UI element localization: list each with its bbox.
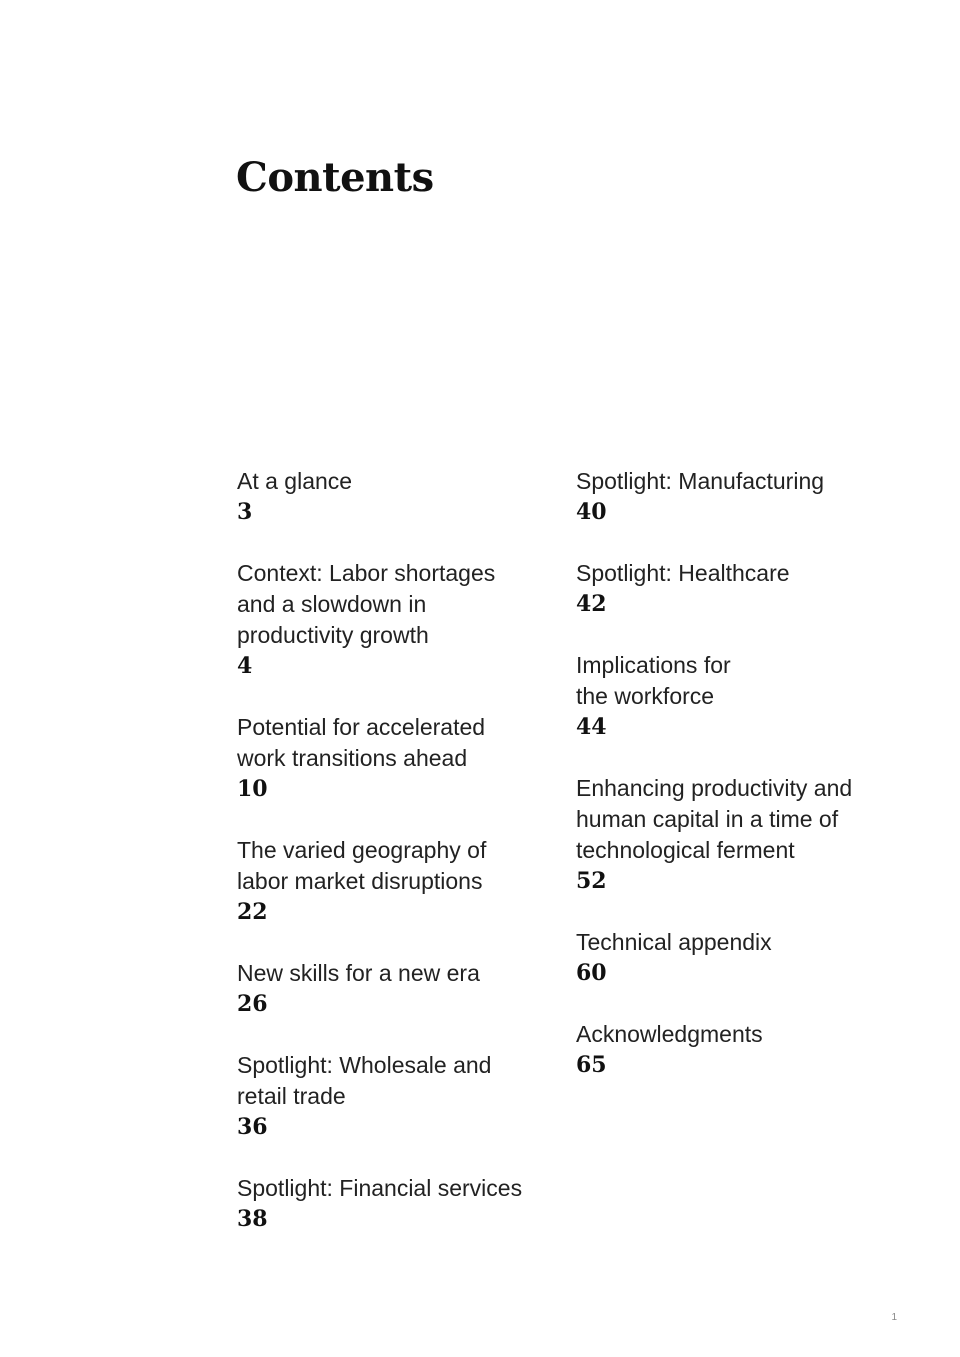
toc-entry-page: 10 xyxy=(237,776,268,802)
toc-entry-page: 26 xyxy=(237,991,268,1017)
toc-entry-page: 60 xyxy=(576,960,607,986)
toc-entry-page: 22 xyxy=(237,899,268,925)
toc-entry-wholesale-retail[interactable] xyxy=(237,1050,557,1143)
toc-entry-page: 44 xyxy=(576,714,607,740)
toc-entry-financial-services[interactable] xyxy=(237,1173,557,1235)
toc-entry-title: Acknowledgments xyxy=(576,1021,763,1047)
toc-entry-at-a-glance[interactable] xyxy=(237,466,557,528)
toc-left-column xyxy=(237,466,557,1265)
toc-right-column xyxy=(576,466,896,1111)
toc-entry-work-transitions[interactable] xyxy=(237,712,557,805)
toc-entry-title: Implications for the workforce xyxy=(576,652,731,709)
toc-entry-title: Spotlight: Financial services xyxy=(237,1175,523,1201)
footer-page-number: 1 xyxy=(891,1312,897,1323)
toc-entry-implications[interactable] xyxy=(576,650,896,743)
toc-entry-technical-appendix[interactable] xyxy=(576,927,896,989)
toc-entry-page: 4 xyxy=(237,653,253,679)
toc-entry-new-skills[interactable] xyxy=(237,958,557,1020)
toc-entry-page: 36 xyxy=(237,1114,268,1140)
toc-entry-title: New skills for a new era xyxy=(237,960,480,986)
toc-entry-healthcare[interactable] xyxy=(576,558,896,620)
toc-entry-manufacturing[interactable] xyxy=(576,466,896,528)
toc-entry-title: Spotlight: Wholesale and retail trade xyxy=(237,1052,492,1109)
toc-entry-page: 40 xyxy=(576,499,607,525)
toc-entry-enhancing-productivity[interactable] xyxy=(576,773,896,897)
toc-entry-page: 38 xyxy=(237,1206,268,1232)
toc-entry-title: Spotlight: Manufacturing xyxy=(576,468,825,494)
toc-entry-title: Spotlight: Healthcare xyxy=(576,560,790,586)
toc-entry-context[interactable] xyxy=(237,558,557,682)
toc-entry-title: Potential for accelerated work transitions ahead xyxy=(237,714,486,771)
toc-entry-title: At a glance xyxy=(237,468,353,494)
toc-entry-page: 65 xyxy=(576,1052,607,1078)
toc-entry-page: 3 xyxy=(237,499,253,525)
toc-entry-acknowledgments[interactable] xyxy=(576,1019,896,1081)
toc-entry-page: 42 xyxy=(576,591,607,617)
page-title: Contents xyxy=(236,154,434,201)
toc-entry-title: Enhancing productivity and human capital in a time of technological ferment xyxy=(576,775,853,863)
toc-entry-geography[interactable] xyxy=(237,835,557,928)
toc-entry-title: The varied geography of labor market disruptions xyxy=(237,837,487,894)
toc-entry-title: Technical appendix xyxy=(576,929,772,955)
toc-entry-title: Context: Labor shortages and a slowdown in productivity growth xyxy=(237,560,496,648)
toc-entry-page: 52 xyxy=(576,868,607,894)
